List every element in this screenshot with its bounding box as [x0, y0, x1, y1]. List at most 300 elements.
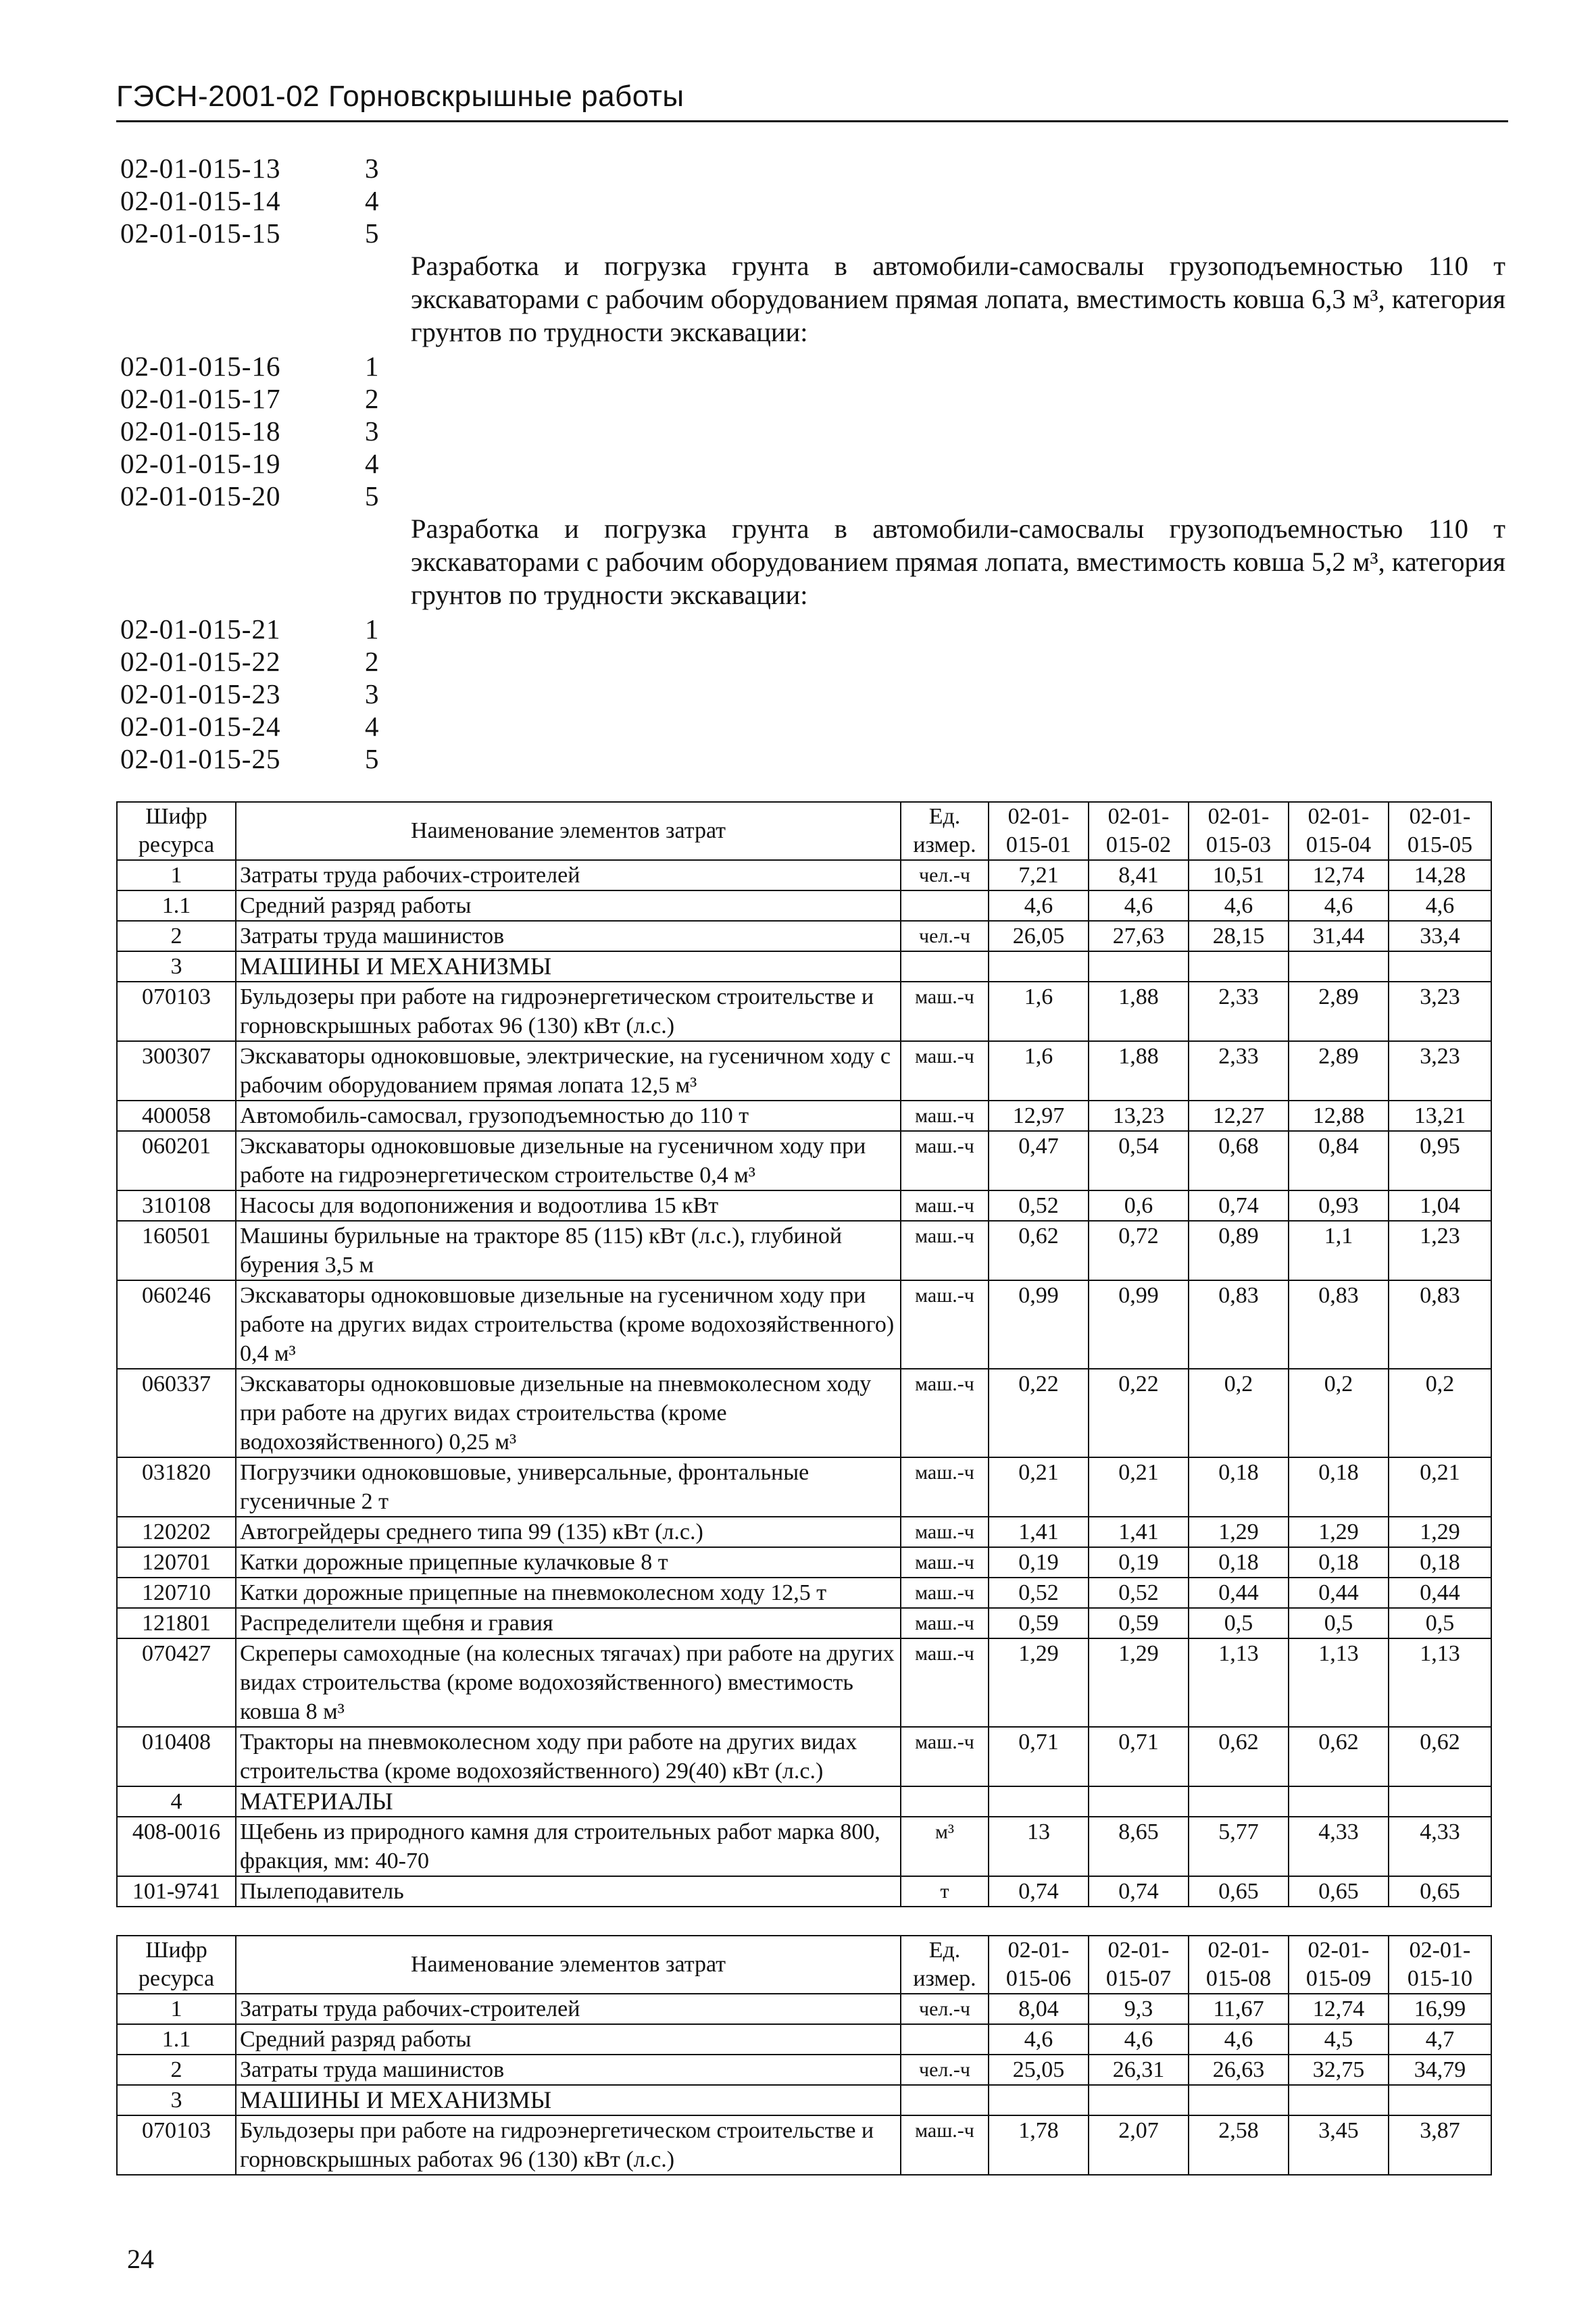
unit: маш.-ч: [901, 1457, 989, 1517]
column-header: Наименование элементов затрат: [236, 1936, 901, 1994]
norm-code: 02-01-015-20: [120, 480, 281, 511]
value: 0,18: [1389, 1547, 1491, 1578]
value: 13,23: [1089, 1101, 1189, 1131]
value: 0,52: [989, 1190, 1089, 1221]
value: 0,71: [989, 1727, 1089, 1786]
cost-element-name: МАТЕРИАЛЫ: [236, 1786, 901, 1817]
value: 4,6: [989, 2024, 1089, 2055]
norm-number: 4: [365, 448, 379, 479]
cost-element-name: Затраты труда рабочих-строителей: [236, 1994, 901, 2024]
resource-code: 1: [117, 1994, 236, 2024]
value: 0,59: [989, 1608, 1089, 1638]
value: 0,21: [1089, 1457, 1189, 1517]
value: 0,18: [1289, 1457, 1389, 1517]
section-caption: Разработка и погрузка грунта в автомобили-самосвалы грузоподъемностью 110 т экскаваторами с рабочим оборудованием прямая лопата, вместимость ковша 5,2 м³, категория грунтов по трудности экскавации:: [411, 513, 1505, 610]
value: 0,83: [1289, 1280, 1389, 1369]
value: 1,78: [989, 2115, 1089, 2175]
value: 1,13: [1189, 1638, 1289, 1727]
table-row: [117, 2024, 1491, 2055]
resource-code: 1: [117, 860, 236, 890]
table-row: [117, 860, 1491, 890]
column-header: 02-01-015-03: [1189, 802, 1289, 860]
norm-code: 02-01-015-23: [120, 678, 281, 709]
table-row: [117, 2115, 1491, 2175]
value: 2,33: [1189, 982, 1289, 1041]
value: 1,04: [1389, 1190, 1491, 1221]
empty-cell: [1089, 2085, 1189, 2115]
table-row: [117, 1638, 1491, 1727]
resource-code: 121801: [117, 1608, 236, 1638]
value: 0,95: [1389, 1131, 1491, 1190]
value: 12,74: [1289, 1994, 1389, 2024]
empty-cell: [1389, 2085, 1491, 2115]
value: 2,89: [1289, 1041, 1389, 1101]
code-line: [120, 645, 1505, 678]
resource-code: 1.1: [117, 890, 236, 921]
cost-element-name: Автомобиль-самосвал, грузоподъемностью до 110 т: [236, 1101, 901, 1131]
value: 4,6: [989, 890, 1089, 921]
table-row: [117, 2055, 1491, 2085]
value: 4,33: [1289, 1817, 1389, 1876]
norms-table-2: [116, 1935, 1492, 2175]
empty-cell: [989, 951, 1089, 982]
norm-number: 5: [365, 218, 379, 249]
cost-element-name: Катки дорожные прицепные на пневмоколесном ходу 12,5 т: [236, 1578, 901, 1608]
unit: чел.-ч: [901, 860, 989, 890]
empty-cell: [901, 2085, 989, 2115]
value: 28,15: [1189, 921, 1289, 951]
value: 0,19: [989, 1547, 1089, 1578]
code-line: [120, 613, 1505, 645]
column-header: 02-01-015-04: [1289, 802, 1389, 860]
norm-code: 02-01-015-19: [120, 448, 281, 479]
value: 4,6: [1289, 890, 1389, 921]
resource-code: 3: [117, 951, 236, 982]
section-row: [117, 1786, 1491, 1817]
unit: маш.-ч: [901, 1369, 989, 1457]
table-row: [117, 1817, 1491, 1876]
resource-code: 2: [117, 2055, 236, 2085]
value: 1,23: [1389, 1221, 1491, 1280]
resource-code: 060201: [117, 1131, 236, 1190]
empty-cell: [1189, 1786, 1289, 1817]
value: 4,6: [1189, 890, 1289, 921]
norm-number: 3: [365, 153, 379, 184]
value: 0,71: [1089, 1727, 1189, 1786]
table-row: [117, 1727, 1491, 1786]
empty-cell: [989, 1786, 1089, 1817]
code-list: [120, 152, 1505, 775]
resource-code: 300307: [117, 1041, 236, 1101]
value: 0,2: [1389, 1369, 1491, 1457]
norm-code: 02-01-015-18: [120, 416, 281, 447]
table-row: [117, 1608, 1491, 1638]
value: 0,44: [1189, 1578, 1289, 1608]
empty-cell: [989, 2085, 1089, 2115]
value: 10,51: [1189, 860, 1289, 890]
cost-element-name: Затраты труда машинистов: [236, 2055, 901, 2085]
value: 0,18: [1189, 1457, 1289, 1517]
value: 12,97: [989, 1101, 1089, 1131]
header-rule: [116, 120, 1508, 122]
value: 4,6: [1089, 890, 1189, 921]
value: 0,62: [1189, 1727, 1289, 1786]
value: 25,05: [989, 2055, 1089, 2085]
value: 3,23: [1389, 1041, 1491, 1101]
code-line: [120, 382, 1505, 415]
unit: м³: [901, 1817, 989, 1876]
value: 0,44: [1389, 1578, 1491, 1608]
cost-element-name: МАШИНЫ И МЕХАНИЗМЫ: [236, 2085, 901, 2115]
value: 1,88: [1089, 982, 1189, 1041]
code-line: [120, 447, 1505, 480]
table-row: [117, 1994, 1491, 2024]
value: 0,2: [1189, 1369, 1289, 1457]
table-row: [117, 1041, 1491, 1101]
cost-element-name: Автогрейдеры среднего типа 99 (135) кВт (л.с.): [236, 1517, 901, 1547]
value: 2,89: [1289, 982, 1389, 1041]
cost-element-name: Тракторы на пневмоколесном ходу при работе на других видах строительства (кроме водохозяйственного) 29(40) кВт (л.с.): [236, 1727, 901, 1786]
resource-code: 070427: [117, 1638, 236, 1727]
cost-element-name: Экскаваторы одноковшовые дизельные на гусеничном ходу при работе на других видах строительства (кроме водохозяйственного) 0,4 м³: [236, 1280, 901, 1369]
page-number: 24: [127, 2244, 154, 2274]
section-row: [117, 951, 1491, 982]
norm-number: 5: [365, 480, 379, 511]
unit: чел.-ч: [901, 921, 989, 951]
cost-element-name: Скреперы самоходные (на колесных тягачах) при работе на других видах строительства (кроме водохозяйственного) вместимость ковша 8 м³: [236, 1638, 901, 1727]
resource-code: 160501: [117, 1221, 236, 1280]
value: 0,52: [989, 1578, 1089, 1608]
column-header: 02-01-015-07: [1089, 1936, 1189, 1994]
table-row: [117, 1280, 1491, 1369]
resource-code: 310108: [117, 1190, 236, 1221]
value: 27,63: [1089, 921, 1189, 951]
unit: чел.-ч: [901, 2055, 989, 2085]
cost-element-name: Средний разряд работы: [236, 890, 901, 921]
value: 0,22: [989, 1369, 1089, 1457]
unit: [901, 890, 989, 921]
norm-code: 02-01-015-22: [120, 646, 281, 677]
column-header: Шифр ресурса: [117, 802, 236, 860]
cost-element-name: Средний разряд работы: [236, 2024, 901, 2055]
value: 8,04: [989, 1994, 1089, 2024]
empty-cell: [901, 951, 989, 982]
norm-code: 02-01-015-14: [120, 185, 281, 216]
value: 4,6: [1189, 2024, 1289, 2055]
resource-code: 2: [117, 921, 236, 951]
code-line: [120, 710, 1505, 743]
section-caption: Разработка и погрузка грунта в автомобили-самосвалы грузоподъемностью 110 т экскаваторами с рабочим оборудованием прямая лопата, вместимость ковша 6,3 м³, категория грунтов по трудности экскавации:: [411, 251, 1505, 347]
cost-element-name: Катки дорожные прицепные кулачковые 8 т: [236, 1547, 901, 1578]
table-row: [117, 1578, 1491, 1608]
code-line: [120, 184, 1505, 217]
page-header: ГЭСН-2001-02 Горновскрышные работы: [116, 80, 684, 113]
code-line: [120, 480, 1505, 512]
unit: маш.-ч: [901, 1547, 989, 1578]
value: 4,7: [1389, 2024, 1491, 2055]
resource-code: 4: [117, 1786, 236, 1817]
code-line: [120, 152, 1505, 184]
value: 0,89: [1189, 1221, 1289, 1280]
value: 14,28: [1389, 860, 1491, 890]
norm-number: 5: [365, 743, 379, 774]
value: 26,05: [989, 921, 1089, 951]
unit: [901, 2024, 989, 2055]
value: 13: [989, 1817, 1089, 1876]
cost-element-name: Бульдозеры при работе на гидроэнергетическом строительстве и горновскрышных работах 96 (130) кВт (л.с.): [236, 982, 901, 1041]
table-row: [117, 982, 1491, 1041]
value: 0,83: [1389, 1280, 1491, 1369]
norm-code: 02-01-015-17: [120, 383, 281, 414]
value: 26,63: [1189, 2055, 1289, 2085]
value: 9,3: [1089, 1994, 1189, 2024]
column-header: 02-01-015-06: [989, 1936, 1089, 1994]
norm-code: 02-01-015-21: [120, 613, 281, 645]
unit: чел.-ч: [901, 1994, 989, 2024]
empty-cell: [1089, 951, 1189, 982]
value: 3,87: [1389, 2115, 1491, 2175]
value: 0,99: [1089, 1280, 1189, 1369]
column-header: Ед. измер.: [901, 802, 989, 860]
norm-number: 1: [365, 351, 379, 382]
value: 13,21: [1389, 1101, 1491, 1131]
value: 0,62: [1289, 1727, 1389, 1786]
value: 0,21: [989, 1457, 1089, 1517]
value: 0,6: [1089, 1190, 1189, 1221]
norm-number: 3: [365, 416, 379, 447]
value: 1,41: [1089, 1517, 1189, 1547]
unit: маш.-ч: [901, 1727, 989, 1786]
value: 0,62: [989, 1221, 1089, 1280]
resource-code: 031820: [117, 1457, 236, 1517]
code-line: [120, 678, 1505, 710]
value: 0,65: [1389, 1876, 1491, 1907]
value: 0,65: [1189, 1876, 1289, 1907]
value: 0,72: [1089, 1221, 1189, 1280]
value: 12,74: [1289, 860, 1389, 890]
value: 1,29: [989, 1638, 1089, 1727]
resource-code: 070103: [117, 2115, 236, 2175]
cost-element-name: Щебень из природного камня для строительных работ марка 800, фракция, мм: 40-70: [236, 1817, 901, 1876]
value: 2,58: [1189, 2115, 1289, 2175]
norm-code: 02-01-015-15: [120, 218, 281, 249]
cost-element-name: Затраты труда рабочих-строителей: [236, 860, 901, 890]
cost-element-name: Машины бурильные на тракторе 85 (115) кВт (л.с.), глубиной бурения 3,5 м: [236, 1221, 901, 1280]
value: 0,74: [989, 1876, 1089, 1907]
value: 34,79: [1389, 2055, 1491, 2085]
empty-cell: [1289, 1786, 1389, 1817]
empty-cell: [1189, 2085, 1289, 2115]
resource-code: 070103: [117, 982, 236, 1041]
unit: маш.-ч: [901, 1517, 989, 1547]
column-header: 02-01-015-05: [1389, 802, 1491, 860]
resource-code: 060246: [117, 1280, 236, 1369]
value: 1,29: [1389, 1517, 1491, 1547]
norm-number: 4: [365, 711, 379, 742]
empty-cell: [1189, 951, 1289, 982]
value: 0,93: [1289, 1190, 1389, 1221]
column-header: Наименование элементов затрат: [236, 802, 901, 860]
value: 0,5: [1289, 1608, 1389, 1638]
unit: маш.-ч: [901, 1101, 989, 1131]
cost-element-name: Экскаваторы одноковшовые дизельные на гусеничном ходу при работе на гидроэнергетическом строительстве 0,4 м³: [236, 1131, 901, 1190]
value: 0,5: [1389, 1608, 1491, 1638]
code-line: [120, 415, 1505, 447]
value: 12,88: [1289, 1101, 1389, 1131]
resource-code: 400058: [117, 1101, 236, 1131]
value: 4,5: [1289, 2024, 1389, 2055]
empty-cell: [1389, 951, 1491, 982]
value: 8,65: [1089, 1817, 1189, 1876]
value: 0,18: [1189, 1547, 1289, 1578]
cost-element-name: Экскаваторы одноковшовые дизельные на пневмоколесном ходу при работе на других видах строительства (кроме водохозяйственного) 0,25 м³: [236, 1369, 901, 1457]
norm-number: 3: [365, 678, 379, 709]
unit: маш.-ч: [901, 1190, 989, 1221]
norm-number: 2: [365, 646, 379, 677]
table-row: [117, 890, 1491, 921]
value: 4,33: [1389, 1817, 1491, 1876]
value: 0,19: [1089, 1547, 1189, 1578]
cost-element-name: Бульдозеры при работе на гидроэнергетическом строительстве и горновскрышных работах 96 (130) кВт (л.с.): [236, 2115, 901, 2175]
value: 0,18: [1289, 1547, 1389, 1578]
code-line: [120, 743, 1505, 775]
unit: маш.-ч: [901, 1638, 989, 1727]
value: 0,62: [1389, 1727, 1491, 1786]
value: 0,84: [1289, 1131, 1389, 1190]
value: 0,54: [1089, 1131, 1189, 1190]
norm-number: 1: [365, 613, 379, 645]
value: 33,4: [1389, 921, 1491, 951]
value: 0,22: [1089, 1369, 1189, 1457]
empty-cell: [1089, 1786, 1189, 1817]
value: 2,07: [1089, 2115, 1189, 2175]
value: 0,52: [1089, 1578, 1189, 1608]
table-row: [117, 1517, 1491, 1547]
value: 3,45: [1289, 2115, 1389, 2175]
empty-cell: [901, 1786, 989, 1817]
value: 32,75: [1289, 2055, 1389, 2085]
value: 31,44: [1289, 921, 1389, 951]
value: 1,6: [989, 1041, 1089, 1101]
value: 8,41: [1089, 860, 1189, 890]
table-row: [117, 1221, 1491, 1280]
value: 0,83: [1189, 1280, 1289, 1369]
value: 0,44: [1289, 1578, 1389, 1608]
value: 2,33: [1189, 1041, 1289, 1101]
value: 16,99: [1389, 1994, 1491, 2024]
norms-table-1: [116, 801, 1492, 1907]
column-header: Шифр ресурса: [117, 1936, 236, 1994]
table-row: [117, 1131, 1491, 1190]
cost-element-name: Насосы для водопонижения и водоотлива 15 кВт: [236, 1190, 901, 1221]
value: 1,6: [989, 982, 1089, 1041]
column-header: 02-01-015-02: [1089, 802, 1189, 860]
unit: маш.-ч: [901, 982, 989, 1041]
cost-element-name: Затраты труда машинистов: [236, 921, 901, 951]
section-row: [117, 2085, 1491, 2115]
table-row: [117, 921, 1491, 951]
column-header: 02-01-015-10: [1389, 1936, 1491, 1994]
code-line: [120, 217, 1505, 249]
empty-cell: [1289, 951, 1389, 982]
value: 0,74: [1189, 1190, 1289, 1221]
norm-code: 02-01-015-24: [120, 711, 281, 742]
resource-code: 120202: [117, 1517, 236, 1547]
value: 26,31: [1089, 2055, 1189, 2085]
table-row: [117, 1369, 1491, 1457]
value: 0,47: [989, 1131, 1089, 1190]
value: 12,27: [1189, 1101, 1289, 1131]
table-row: [117, 1547, 1491, 1578]
value: 1,88: [1089, 1041, 1189, 1101]
resource-code: 010408: [117, 1727, 236, 1786]
unit: маш.-ч: [901, 1608, 989, 1638]
table-row: [117, 1457, 1491, 1517]
value: 1,13: [1389, 1638, 1491, 1727]
value: 7,21: [989, 860, 1089, 890]
value: 1,29: [1089, 1638, 1189, 1727]
norm-code: 02-01-015-25: [120, 743, 281, 774]
value: 0,99: [989, 1280, 1089, 1369]
table-row: [117, 1876, 1491, 1907]
unit: маш.-ч: [901, 1221, 989, 1280]
value: 3,23: [1389, 982, 1491, 1041]
column-header: Ед. измер.: [901, 1936, 989, 1994]
unit: маш.-ч: [901, 2115, 989, 2175]
resource-code: 101-9741: [117, 1876, 236, 1907]
value: 0,68: [1189, 1131, 1289, 1190]
resource-code: 408-0016: [117, 1817, 236, 1876]
value: 1,13: [1289, 1638, 1389, 1727]
value: 11,67: [1189, 1994, 1289, 2024]
unit: маш.-ч: [901, 1131, 989, 1190]
value: 4,6: [1389, 890, 1491, 921]
value: 4,6: [1089, 2024, 1189, 2055]
value: 5,77: [1189, 1817, 1289, 1876]
value: 1,29: [1189, 1517, 1289, 1547]
cost-element-name: Погрузчики одноковшовые, универсальные, фронтальные гусеничные 2 т: [236, 1457, 901, 1517]
value: 0,21: [1389, 1457, 1491, 1517]
empty-cell: [1389, 1786, 1491, 1817]
resource-code: 1.1: [117, 2024, 236, 2055]
norm-number: 2: [365, 383, 379, 414]
column-header: 02-01-015-09: [1289, 1936, 1389, 1994]
resource-code: 120710: [117, 1578, 236, 1608]
code-line: [120, 350, 1505, 382]
cost-element-name: Экскаваторы одноковшовые, электрические, на гусеничном ходу с рабочим оборудованием прямая лопата 12,5 м³: [236, 1041, 901, 1101]
value: 0,5: [1189, 1608, 1289, 1638]
norm-code: 02-01-015-13: [120, 153, 281, 184]
table-row: [117, 1190, 1491, 1221]
table-row: [117, 1101, 1491, 1131]
value: 0,2: [1289, 1369, 1389, 1457]
value: 0,74: [1089, 1876, 1189, 1907]
cost-element-name: Пылеподавитель: [236, 1876, 901, 1907]
value: 1,41: [989, 1517, 1089, 1547]
resource-code: 120701: [117, 1547, 236, 1578]
resource-code: 060337: [117, 1369, 236, 1457]
cost-element-name: Распределители щебня и гравия: [236, 1608, 901, 1638]
norm-number: 4: [365, 185, 379, 216]
column-header: 02-01-015-01: [989, 802, 1089, 860]
column-header: 02-01-015-08: [1189, 1936, 1289, 1994]
value: 1,29: [1289, 1517, 1389, 1547]
cost-element-name: МАШИНЫ И МЕХАНИЗМЫ: [236, 951, 901, 982]
empty-cell: [1289, 2085, 1389, 2115]
norm-code: 02-01-015-16: [120, 351, 281, 382]
value: 0,65: [1289, 1876, 1389, 1907]
unit: маш.-ч: [901, 1041, 989, 1101]
